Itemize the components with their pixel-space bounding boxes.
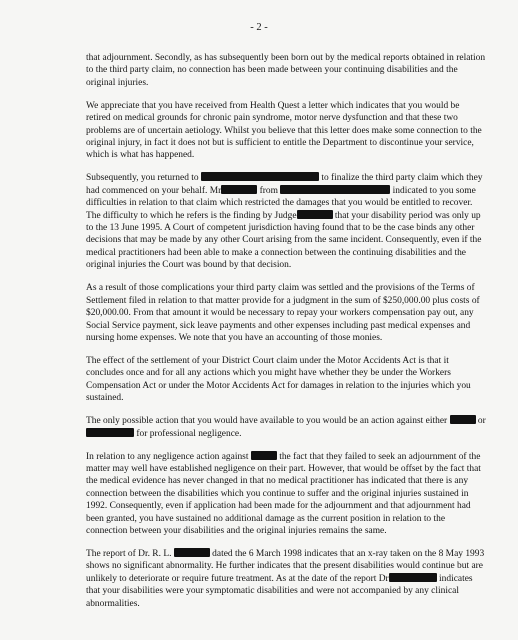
redaction-bar (174, 548, 210, 557)
paragraph-8-text-a: The report of Dr. R. L. (86, 548, 172, 559)
paragraph-3-text-b: to finalize the third party claim which they had commenced on your behalf. Mr (86, 173, 483, 196)
paragraph-3-text-d: indicated to you some difficulties in relation to that claim which restricted the damages that you would be entitled to recover. The difficulty to which he refers is the finding by Judge (86, 185, 476, 221)
paragraph-8 (86, 548, 486, 610)
paragraph-8-text-c: indicates that your disabilities were your symptomatic disabilities and were not accompanied by any clinical abnormalities. (86, 573, 473, 609)
paragraph-6-text-a: The only possible action that you would have available to you would be an action against either (86, 416, 448, 427)
redaction-bar (450, 415, 476, 424)
letter-body (86, 52, 486, 621)
redaction-bar (201, 172, 319, 181)
redaction-bar (251, 451, 277, 460)
paragraph-3-text-a: Subsequently, you returned to (86, 173, 199, 184)
paragraph-5: The effect of the settlement of your District Court claim under the Motor Accidents Act is that it concludes once and for all any actions which you might have whether they be under the Workers Compensation Act or under the Motor Accidents Act for damages in relation to the injuries which you sustained. (86, 355, 471, 404)
paragraph-4: As a result of those complications your third party claim was settled and the provisions of the Terms of Settlement filed in relation to that matter provide for a judgment in the sum of $250,000.00 plus costs of $20,000.00. From that amount it would be necessary to repay your workers compensation pay out, any Social Service payment, sick leave payments and other expenses including past medical expenses and nursing home expenses. We note that you have an accounting of those monies. (86, 283, 480, 343)
paragraph-7 (86, 451, 486, 538)
redaction-bar (86, 428, 134, 437)
redaction-bar (389, 573, 437, 582)
paragraph-3 (86, 172, 486, 271)
paragraph-7-text-b: the fact that they failed to seek an adjournment of the matter may well have established negligence on their part. However, that would be offset by the fact that the medical evidence has never changed in that no medical practitioner has indicated that there is any connection between the disabilities which you continue to suffer and the original injuries sustained in 1992. Consequently, even if application had been made for the adjournment and that adjournment had been granted, you have sustained no additional damage as the current position in relation to the connection between your disabilities and the original injuries remains the same. (86, 451, 481, 536)
paragraph-6 (86, 415, 486, 440)
paragraph-1: that adjournment. Secondly, as has subsequently been born out by the medical reports obtained in relation to the third party claim, no connection has been made between your continuing disabilities and the original injuries. (86, 53, 486, 88)
page-number: - 2 - (250, 22, 268, 33)
redaction-bar (221, 185, 257, 194)
paragraph-6-text-b: or (477, 416, 486, 427)
redaction-bar (297, 210, 333, 219)
paragraph-8-text-b: dated the 6 March 1998 indicates that an x-ray taken on the 8 May 1993 shows no significant abnormality. He further indicates that the present disabilities would continue but are unlikely to deteriorate or require future treatment. As at the date of the report Dr (86, 548, 485, 584)
paragraph-3-text-e: that your disability period was only up to the 13 June 1995. A Court of competent jurisdiction having found that to be the case binds any other decisions that may be made by any other Court arising from the same incident. Consequently, even if the medical practitioners had been able to make a connection between the continuing disabilities and the original injuries the Court was bound by that decision. (86, 210, 482, 271)
redaction-bar (280, 185, 390, 194)
paragraph-3-text-c: from (259, 185, 278, 196)
paragraph-2: We appreciate that you have received from Health Quest a letter which indicates that you would be retired on medical grounds for chronic pain syndrome, motor nerve dysfunction and that these two problems are of uncertain aetiology. Whilst you believe that this letter does make some connection to the original injury, in fact it does not but is sufficient to entitle the Department to discontinue your service, which is what has happened. (86, 100, 482, 161)
paragraph-7-text-a: In relation to any negligence action against (86, 451, 249, 462)
paragraph-6-text-c: for professional negligence. (136, 428, 242, 439)
